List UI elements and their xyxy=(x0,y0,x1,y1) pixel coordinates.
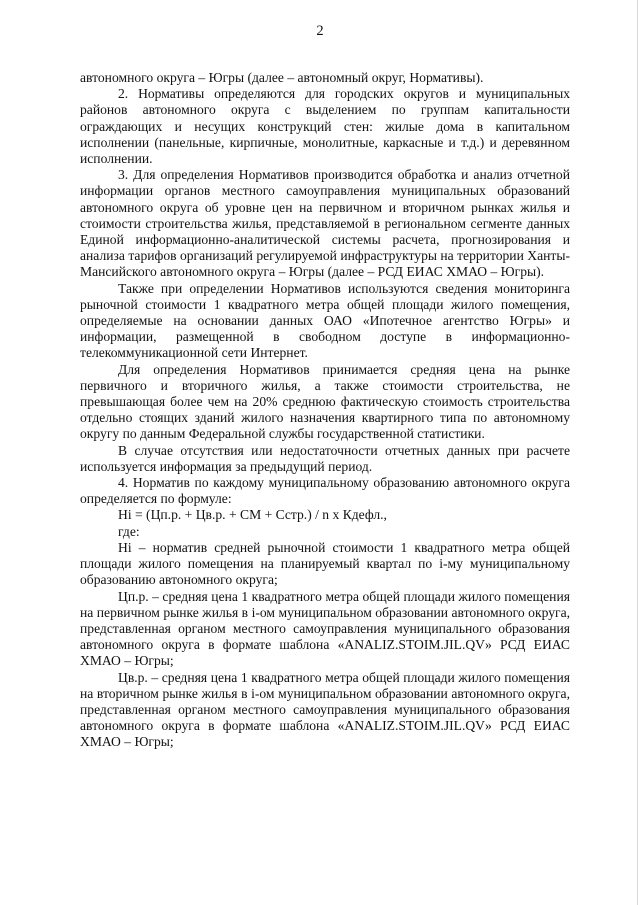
paragraph-item-2: 2. Нормативы определяются для городских округов и муниципальных районов автономного округа с выделением по группам капитальности ограждающих и несущих конструкций стен: жилые дома в капитальном исполнении (панельные, кирпичные, монолитные, каркасные и т.д.) и деревянном исполнении. xyxy=(80,86,570,167)
document-body xyxy=(80,70,570,751)
scan-edge-line xyxy=(637,0,638,905)
paragraph-average-price: Для определения Нормативов принимается средняя цена на рынке первичного и вторичного жилья, а также стоимости строительства, не превышающая более чем на 20% среднюю фактическую стоимость строительства отдельно стоящих зданий жилого назначения квартирного типа по автономному округу по данным Федеральной службы государственной статистики. xyxy=(80,361,570,442)
page-number: 2 xyxy=(316,23,324,39)
formula: Нi = (Цп.р. + Цв.р. + СМ + Сстр.) / n х Кдефл., xyxy=(118,507,387,523)
paragraph-missing-data: В случае отсутствия или недостаточности отчетных данных при расчете используется информация за предыдущий период. xyxy=(80,442,570,474)
formula-where: где: xyxy=(118,523,140,539)
definition-primary-price: Цп.р. – средняя цена 1 квадратного метра общей площади жилого помещения на первичном рынке жилья в i-ом муниципальном образовании автономного округа, представленная органом местного самоуправления муниципального образования автономного округа в формате шаблона «ANALIZ.STOIM.JIL.QV» РСД ЕИАС ХМАО – Югры; xyxy=(80,588,570,669)
definition-secondary-price: Цв.р. – средняя цена 1 квадратного метра общей площади жилого помещения на вторичном рынке жилья в i-ом муниципальном образовании автономного округа, представленная органом местного самоуправления муниципального образования автономного округа в формате шаблона «ANALIZ.STOIM.JIL.QV» РСД ЕИАС ХМАО – Югры; xyxy=(80,669,570,750)
paragraph-item-4: 4. Норматив по каждому муниципальному образованию автономного округа определяется по формуле: xyxy=(80,475,570,507)
definition-hi: Нi – норматив средней рыночной стоимости 1 квадратного метра общей площади жилого помещения на планируемый квартал по i-му муниципальному образованию автономного округа; xyxy=(80,539,570,588)
paragraph-monitoring: Также при определении Нормативов используются сведения мониторинга рыночной стоимости 1 квадратного метра общей площади жилого помещения, определяемые на основании данных ОАО «Ипотечное агентство Югры» и информации, размещенной в свободном доступе в информационно-телекоммуникационной сети Интернет. xyxy=(80,280,570,361)
paragraph-continuation: автономного округа – Югры (далее – автономный округ, Нормативы). xyxy=(80,70,484,85)
paragraph-item-3: 3. Для определения Нормативов производится обработка и анализ отчетной информации органов местного самоуправления муниципальных образований автономного округа об уровне цен на первичном и вторичном рынках жилья и стоимости строительства жилья, представляемой в региональном сегменте данных Единой информационно-аналитической системы расчета, прогнозирования и анализа тарифов организаций регулируемой инфраструктуры на территории Ханты-Мансийского автономного округа – Югры (далее – РСД ЕИАС ХМАО – Югры). xyxy=(80,167,570,280)
